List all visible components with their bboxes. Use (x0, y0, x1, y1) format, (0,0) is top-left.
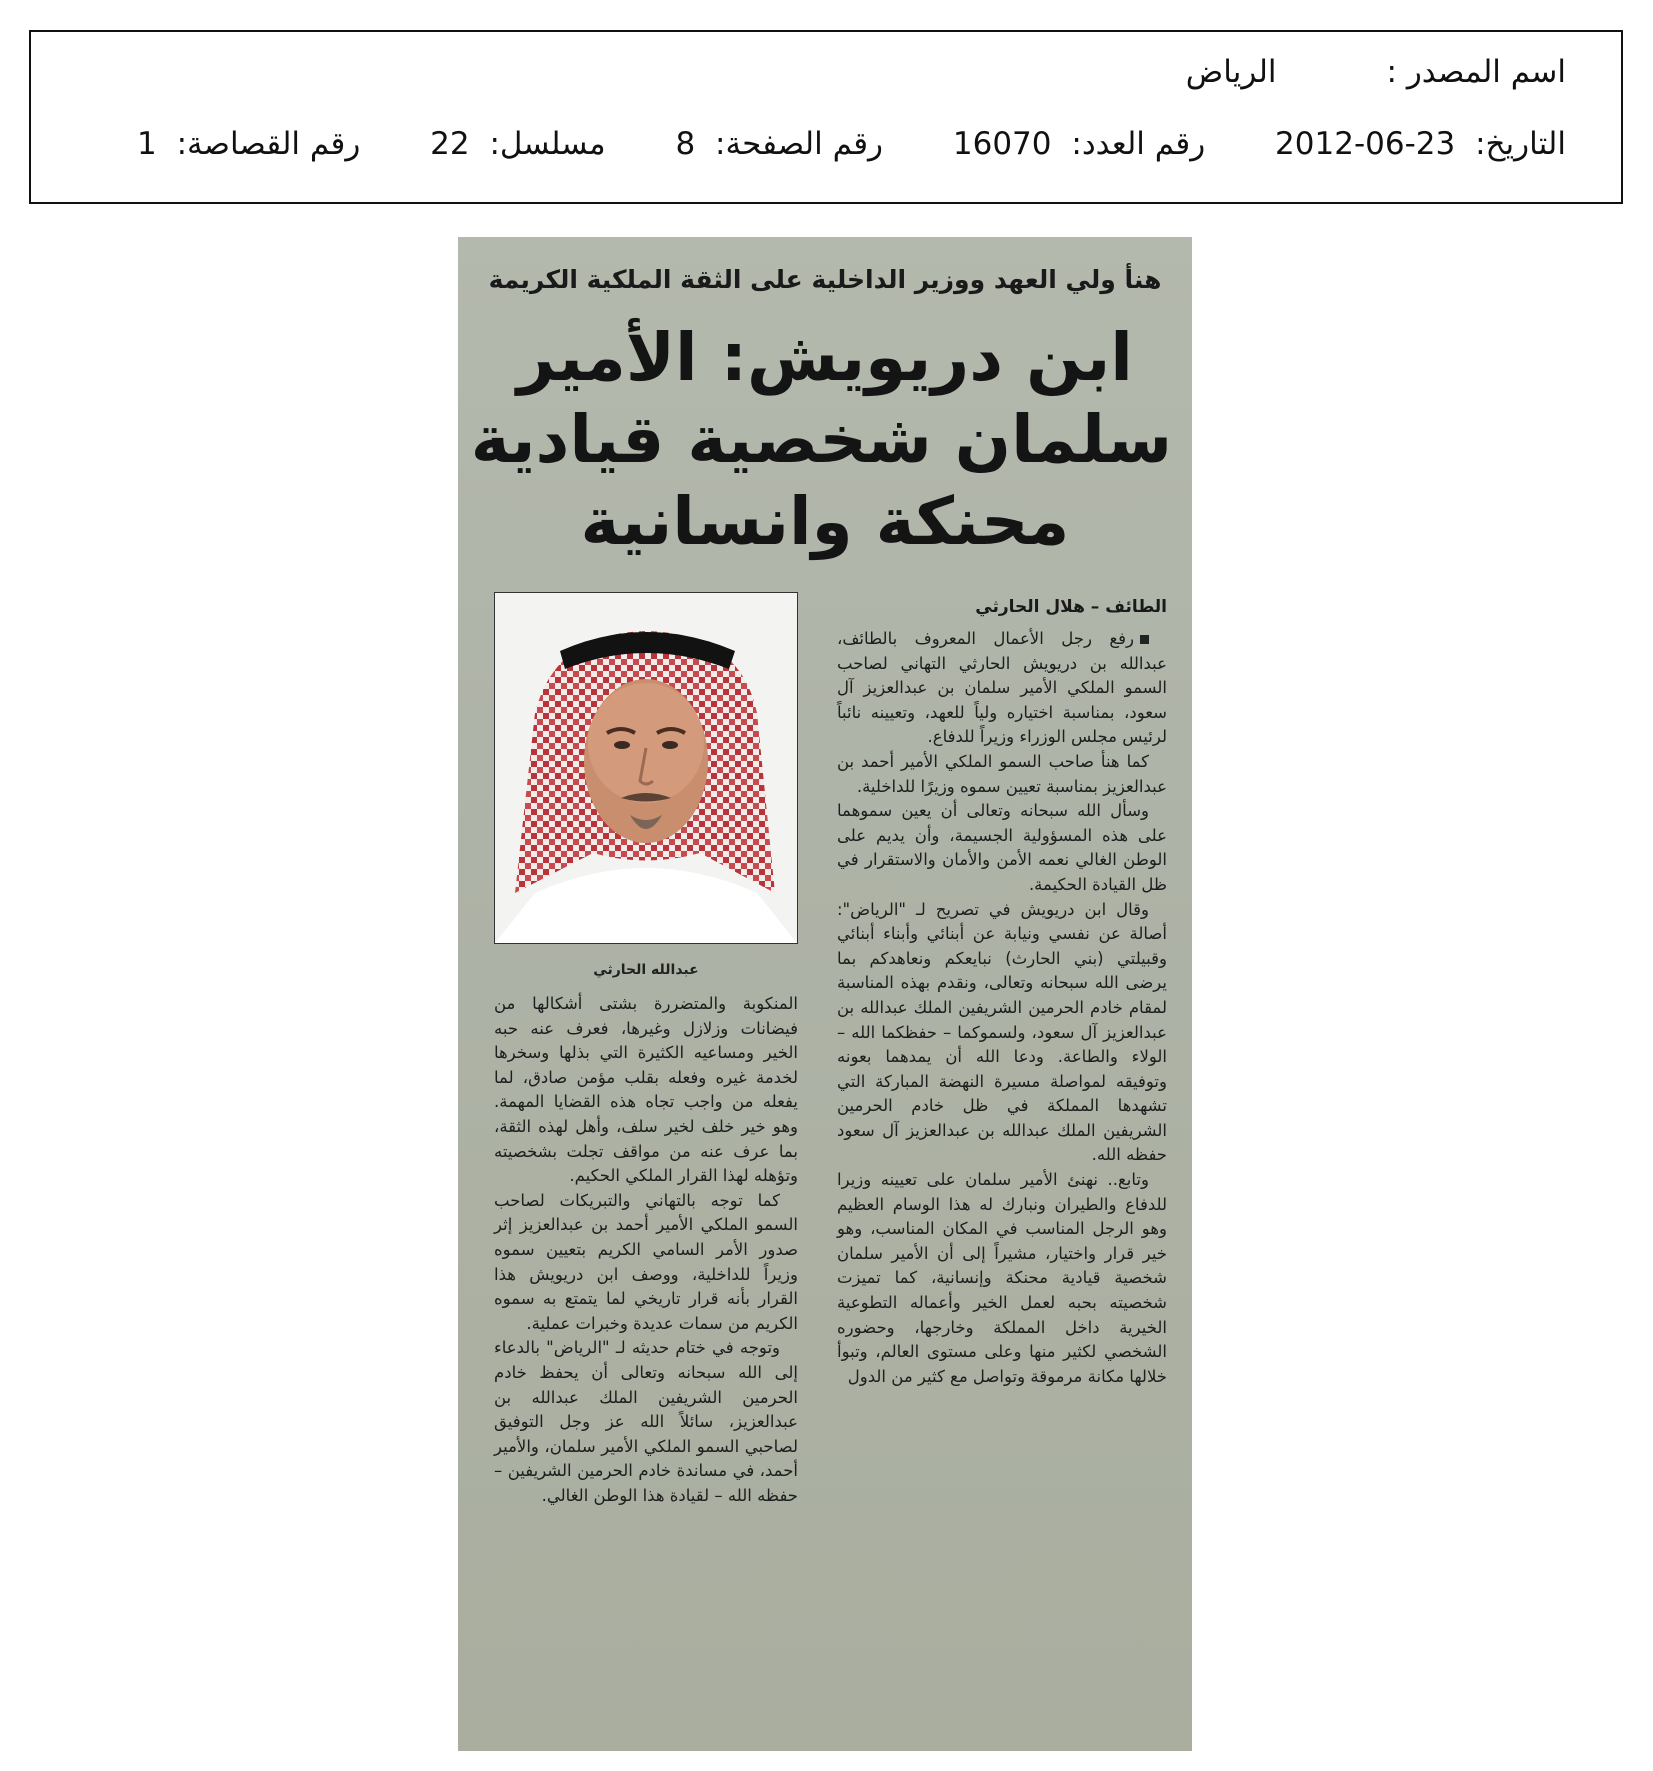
headline-line-1: ابن دريويش: الأمير (517, 319, 1133, 396)
page-field (675, 126, 883, 162)
headline-line-3: محنكة وانسانية (580, 483, 1070, 560)
paragraph: وتوجه في ختام حديثه لـ "الرياض" بالدعاء إلى الله سبحانه وتعالى أن يحفظ خادم الحرمين الشريفين الملك عبدالله بن عبدالعزيز، سائلاً الله عز وجل التوفيق لصاحبي السمو الملكي الأمير سلمان، والأمير أحمد، في مساندة خادم الحرمين الشريفين – حفظه الله – لقيادة هذا الوطن الغالي. (494, 1338, 798, 1505)
serial-label: مسلسل: (489, 126, 606, 162)
date-field (1275, 126, 1566, 162)
newspaper-clipping (458, 237, 1192, 1751)
article-column-left (494, 992, 798, 1508)
date-value: 2012-06-23 (1275, 126, 1456, 162)
paragraph: كما هنأ صاحب السمو الملكي الأمير أحمد بن عبدالعزيز بمناسبة تعيين سموه وزيرًا للداخلية. (837, 751, 1167, 796)
bullet-icon (1140, 635, 1149, 644)
clip-field (137, 126, 360, 162)
portrait-image (495, 593, 797, 943)
paragraph: المنكوبة والمتضررة بشتى أشكالها من فيضانات وزلازل وغيرها، فعرف عنه حبه الخير ومساعيه الكثيرة التي بذلها وسخرها لخدمة غيره وفعله بقلب مؤمن صادق، لما يفعله من واجب تجاه هذه القضايا المهمة. وهو خير خلف لخير سلف، وأهل لهذه الثقة، بما عرف عنه من مواقف تجلت بشخصيته وتؤهله لهذا القرار الملكي الحكيم. (494, 994, 798, 1186)
paragraph: وسأل الله سبحانه وتعالى أن يعين سموهما على هذه المسؤولية الجسيمة، وأن يديم على الوطن الغالي نعمه الأمن والأمان والاستقرار في ظل القيادة الحكيمة. (837, 801, 1167, 894)
paragraph-text: رفع رجل الأعمال المعروف بالطائف، عبدالله بن دريويش الحارثي التهاني لصاحب السمو الملكي الأمير سلمان بن عبدالعزيز آل سعود، بمناسبة اختياره ولياً للعهد، وتعيينه نائباً لرئيس مجلس الوزراء وزيراً للدفاع. (837, 629, 1167, 747)
paragraph: وتابع.. نهنئ الأمير سلمان على تعيينه وزيرا للدفاع والطيران ونبارك له هذا الوسام العظيم وهو الرجل المناسب في المكان المناسب، وهو خير قرار واختيار، مشيراً إلى أن الأمير سلمان شخصية قيادية محنكة وإنسانية، كما تميزت شخصيته بحبه لعمل الخير وأعماله التطوعية الخيرية داخل المملكة وخارجها، وحضوره الشخصي لكثير منها وعلى مستوى العالم، وتبوأ خلالها مكانة مرموقة وتواصل مع كثير من الدول (837, 1170, 1167, 1386)
headline-line-2: سلمان شخصية قيادية (470, 401, 1172, 478)
source-info-box (29, 30, 1623, 204)
source-value: الرياض (1185, 54, 1277, 90)
source-label: اسم المصدر : (1386, 54, 1566, 90)
clip-label: رقم القصاصة: (176, 126, 361, 162)
article-headline (470, 317, 1172, 563)
paragraph: كما توجه بالتهاني والتبريكات لصاحب السمو الملكي الأمير أحمد بن عبدالعزيز إثر صدور الأمر السامي الكريم بتعيين سموه وزيراً للداخلية، ووصف ابن دريويش هذا القرار بأنه قرار تاريخي لما يتمتع به سموه الكريم من سمات عديدة وخبرات عملية. (494, 1190, 798, 1333)
page-label: رقم الصفحة: (715, 126, 884, 162)
meta-row (77, 126, 1566, 162)
serial-value: 22 (430, 126, 470, 162)
clip-value: 1 (136, 126, 157, 162)
paragraph: وقال ابن دريويش في تصريح لـ "الرياض": أصالة عن نفسي ونيابة عن أبنائي وأبناء أبنائي وقبيلتي (بني الحارث) نبايعكم ونعاهدكم بما يرضى الله سبحانه وتعالى، ونقدم بهذه المناسبة لمقام خادم الحرمين الشريفين الملك عبدالله بن عبدالعزيز آل سعود، ولسموكما – حفظكما الله – الولاء والطاعة. ودعا الله أن يمدهما بعونه وتوفيقه لمواصلة مسيرة النهضة المباركة التي تشهدها المملكة في ظل خادم الحرمين الشريفين الملك عبدالله بن عبدالعزيز آل سعود حفظه الله. (837, 899, 1167, 1165)
article-kicker: هنأ ولي العهد ووزير الداخلية على الثقة الملكية الكريمة (488, 265, 1162, 294)
date-label: التاريخ: (1475, 126, 1566, 162)
issue-field (953, 126, 1205, 162)
source-row (1186, 54, 1566, 90)
photo-caption: عبدالله الحارثي (593, 962, 699, 978)
article-byline: الطائف – هلال الحارثي (975, 597, 1167, 617)
portrait-photo (494, 592, 798, 944)
serial-field (430, 126, 605, 162)
page-value: 8 (675, 126, 696, 162)
paragraph (837, 627, 1167, 750)
article-column-right (837, 627, 1167, 1389)
issue-value: 16070 (952, 126, 1052, 162)
issue-label: رقم العدد: (1071, 126, 1206, 162)
